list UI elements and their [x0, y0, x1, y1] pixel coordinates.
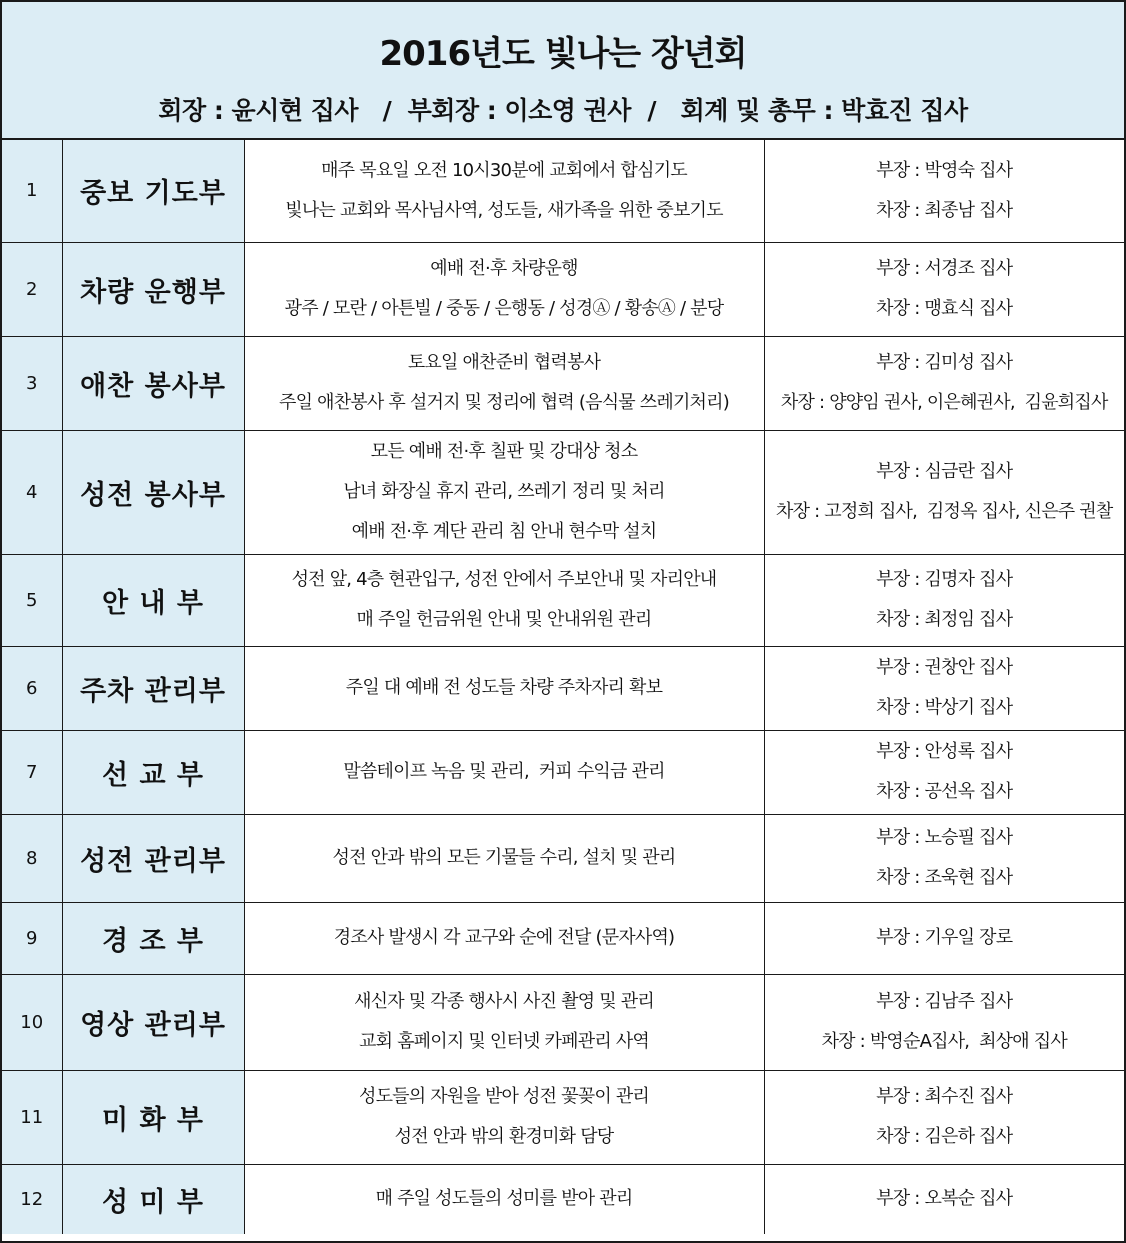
duty-line: 새신자 및 각종 행사시 사진 촬영 및 관리 [354, 991, 654, 1012]
department-table [2, 140, 1124, 1234]
department-name: 미 화 부 [62, 1070, 244, 1164]
head-leader: 부장 : 오복순 집사 [876, 1188, 1013, 1210]
department-name: 경 조 부 [62, 902, 244, 974]
department-row [2, 1164, 1124, 1234]
header-banner [2, 2, 1124, 140]
department-row [2, 554, 1124, 646]
row-number: 2 [2, 242, 62, 336]
duties-cell [244, 814, 764, 902]
duty-line: 광주 / 모란 / 아튼빌 / 중동 / 은행동 / 성경Ⓐ / 황송Ⓐ / 분당 [284, 298, 724, 319]
duty-line: 성전 안과 밖의 환경미화 담당 [394, 1126, 614, 1147]
duty-line: 남녀 화장실 휴지 관리, 쓰레기 정리 및 처리 [343, 481, 665, 502]
department-row [2, 1070, 1124, 1164]
leaders-cell [764, 242, 1124, 336]
department-name: 성 미 부 [62, 1164, 244, 1234]
head-leader: 부장 : 심금란 집사 [876, 461, 1013, 482]
department-row [2, 974, 1124, 1070]
row-number: 9 [2, 902, 62, 974]
duty-line: 매 주일 헌금위원 안내 및 안내위원 관리 [356, 609, 652, 630]
head-leader: 부장 : 김미성 집사 [876, 352, 1013, 373]
duty-line: 성전 앞, 4층 현관입구, 성전 안에서 주보안내 및 자리안내 [291, 569, 717, 590]
leaders-cell [764, 1070, 1124, 1164]
leaders-cell [764, 814, 1124, 902]
officers-line: 회장 : 윤시현 집사 / 부회장 : 이소영 권사 / 회계 및 총무 : 박효진 집사 [158, 96, 968, 125]
duties-cell [244, 1164, 764, 1234]
duties-cell [244, 902, 764, 974]
leaders-cell [764, 646, 1124, 730]
leaders-cell [764, 1164, 1124, 1234]
duties-cell [244, 646, 764, 730]
duties-cell [244, 974, 764, 1070]
row-number: 1 [2, 140, 62, 242]
head-leader: 부장 : 기우일 장로 [876, 927, 1013, 948]
duty-line: 성전 안과 밖의 모든 기물들 수리, 설치 및 관리 [332, 847, 676, 868]
department-name: 애찬 봉사부 [62, 336, 244, 430]
duty-line: 말씀테이프 녹음 및 관리, 커피 수익금 관리 [343, 761, 665, 782]
deputy-leader: 차장 : 최정임 집사 [876, 609, 1013, 630]
head-leader: 부장 : 안성록 집사 [876, 741, 1013, 762]
department-name: 성전 관리부 [62, 814, 244, 902]
row-number: 11 [2, 1070, 62, 1164]
department-row [2, 140, 1124, 242]
department-row [2, 646, 1124, 730]
duties-cell [244, 430, 764, 554]
row-number: 6 [2, 646, 62, 730]
head-leader: 부장 : 노승필 집사 [876, 827, 1013, 848]
leaders-cell [764, 140, 1124, 242]
deputy-leader: 차장 : 맹효식 집사 [876, 298, 1013, 319]
department-row [2, 430, 1124, 554]
row-number: 12 [2, 1164, 62, 1234]
department-row [2, 902, 1124, 974]
duty-line: 매 주일 성도들의 성미를 받아 관리 [375, 1188, 633, 1210]
duty-line: 경조사 발생시 각 교구와 순에 전달 (문자사역) [333, 927, 675, 948]
deputy-leader: 차장 : 조욱현 집사 [876, 867, 1013, 888]
department-row [2, 814, 1124, 902]
deputy-leader: 차장 : 김은하 집사 [876, 1126, 1013, 1147]
duty-line: 예배 전·후 차량운행 [430, 258, 578, 279]
duties-cell [244, 554, 764, 646]
page-title: 2016년도 빛나는 장년회 [379, 34, 747, 74]
leaders-cell [764, 430, 1124, 554]
duty-line: 주일 애찬봉사 후 설거지 및 정리에 협력 (음식물 쓰레기처리) [279, 392, 729, 413]
leaders-cell [764, 554, 1124, 646]
duty-line: 매주 목요일 오전 10시30분에 교회에서 합심기도 [321, 159, 687, 181]
duties-cell [244, 1070, 764, 1164]
department-name: 안 내 부 [62, 554, 244, 646]
department-row [2, 730, 1124, 814]
department-row [2, 242, 1124, 336]
leaders-cell [764, 730, 1124, 814]
duty-line: 빛나는 교회와 목사님사역, 성도들, 새가족을 위한 중보기도 [285, 199, 723, 221]
deputy-leader: 차장 : 양양임 권사, 이은혜권사, 김윤희집사 [780, 392, 1108, 413]
head-leader: 부장 : 권창안 집사 [876, 657, 1013, 678]
deputy-leader: 차장 : 고정희 집사, 김정옥 집사, 신은주 권찰 [776, 501, 1113, 522]
head-leader: 부장 : 최수진 집사 [876, 1086, 1013, 1107]
duty-line: 교회 홈페이지 및 인터넷 카페관리 사역 [358, 1031, 649, 1052]
leaders-cell [764, 974, 1124, 1070]
deputy-leader: 차장 : 최종남 집사 [876, 199, 1013, 221]
duty-line: 예배 전·후 계단 관리 침 안내 현수막 설치 [351, 521, 657, 542]
head-leader: 부장 : 김명자 집사 [876, 569, 1013, 590]
duty-line: 성도들의 자원을 받아 성전 꽃꽂이 관리 [358, 1086, 649, 1107]
department-name: 차량 운행부 [62, 242, 244, 336]
row-number: 5 [2, 554, 62, 646]
duties-cell [244, 242, 764, 336]
head-leader: 부장 : 서경조 집사 [876, 258, 1013, 279]
duties-cell [244, 336, 764, 430]
department-name: 선 교 부 [62, 730, 244, 814]
deputy-leader: 차장 : 공선옥 집사 [876, 781, 1013, 802]
row-number: 7 [2, 730, 62, 814]
duty-line: 주일 대 예배 전 성도들 차량 주차자리 확보 [345, 677, 663, 698]
duty-line: 모든 예배 전·후 칠판 및 강대상 청소 [370, 441, 638, 462]
head-leader: 부장 : 박영숙 집사 [876, 159, 1013, 181]
leaders-cell [764, 336, 1124, 430]
row-number: 10 [2, 974, 62, 1070]
deputy-leader: 차장 : 박영순A집사, 최상애 집사 [821, 1031, 1067, 1052]
leaders-cell [764, 902, 1124, 974]
row-number: 3 [2, 336, 62, 430]
department-name: 영상 관리부 [62, 974, 244, 1070]
row-number: 8 [2, 814, 62, 902]
deputy-leader: 차장 : 박상기 집사 [876, 697, 1013, 718]
department-name: 성전 봉사부 [62, 430, 244, 554]
duty-line: 토요일 애찬준비 협력봉사 [407, 352, 601, 373]
duties-cell [244, 730, 764, 814]
department-name: 주차 관리부 [62, 646, 244, 730]
department-name: 중보 기도부 [62, 140, 244, 242]
duties-cell [244, 140, 764, 242]
row-number: 4 [2, 430, 62, 554]
head-leader: 부장 : 김남주 집사 [876, 991, 1013, 1012]
department-row [2, 336, 1124, 430]
